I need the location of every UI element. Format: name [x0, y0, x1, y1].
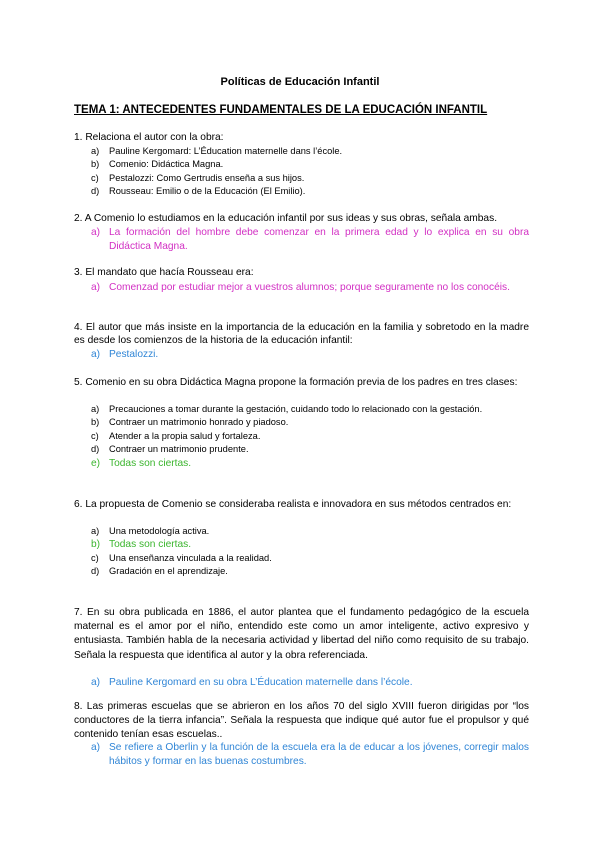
option-text: Pestalozzi.: [109, 349, 159, 360]
option-letter: b): [91, 539, 101, 551]
option-letter: d): [91, 444, 100, 455]
option-letter: c): [91, 552, 99, 563]
question-8: 8. Las primeras escuelas que se abrieron en los años 70 del siglo XVIII fueron dirigidas por “los conductores de la tierra infancia”. Señala la respuesta que indique qué autor fue el propulsor y qué contenido tenían esas escuelas..: [74, 701, 529, 741]
option-5e: [74, 457, 529, 470]
option-6c: [74, 552, 529, 565]
option-6d: [74, 565, 529, 578]
option-5c: [74, 430, 529, 443]
option-4a: [74, 348, 529, 362]
option-8a: [74, 741, 529, 769]
option-letter: d): [91, 566, 100, 577]
option-text: Pauline Kergomard en su obra L’Éducation maternelle dans l’école.: [109, 677, 413, 688]
option-letter: c): [91, 430, 99, 441]
option-6a: [74, 525, 529, 538]
option-text: Atender a la propia salud y fortaleza.: [109, 430, 261, 441]
option-text: Una metodología activa.: [109, 526, 210, 536]
option-text: Precauciones a tomar durante la gestación, cuidando todo lo relacionado con la gestación.: [109, 404, 483, 414]
question-1: 1. Relaciona el autor con la obra:: [74, 132, 224, 143]
question-6: 6. La propuesta de Comenio se consideraba realista e innovadora en sus métodos centrados en:: [74, 499, 512, 510]
option-letter: a): [91, 742, 101, 753]
option-letter: a): [91, 404, 100, 414]
option-text: Pauline Kergomard: L’Éducation maternelle dans l’école.: [109, 146, 343, 156]
question-3-options: [74, 281, 529, 295]
option-text: Se refiere a Oberlin y la función de la escuela era la de educar a los jóvenes, corregir malos hábitos y formar en las buenas costumbres.: [109, 742, 529, 767]
option-1d: [74, 185, 529, 198]
option-text: Rousseau: Emilio o de la Educación (El Emilio).: [109, 186, 306, 197]
option-text: Todas son ciertas.: [109, 457, 192, 469]
option-text: Comenio: Didáctica Magna.: [109, 159, 224, 170]
question-5: 5. Comenio en su obra Didáctica Magna propone la formación previa de los padres en tres clases:: [74, 377, 518, 388]
option-text: La formación del hombre debe comenzar en la primera edad y lo explica en su obra Didáctica Magna.: [109, 227, 529, 252]
option-text: Pestalozzi: Como Gertrudis enseña a sus hijos.: [109, 172, 305, 183]
option-letter: a): [91, 227, 101, 238]
option-5a: [74, 403, 529, 416]
question-7-options: [74, 676, 529, 690]
option-7a: [74, 676, 529, 690]
option-text: Contraer un matrimonio prudente.: [109, 444, 249, 455]
option-text: Contraer un matrimonio honrado y piadoso.: [109, 417, 289, 428]
option-1a: [74, 145, 529, 158]
question-4: 4. El autor que más insiste en la importancia de la educación en la familia y sobretodo en la madre es desde los comienzos de la historia de la educación infantil:: [74, 322, 529, 347]
option-letter: c): [91, 172, 99, 183]
option-letter: a): [91, 349, 101, 360]
option-text: Gradación en el aprendizaje.: [109, 566, 228, 577]
question-2-options: [74, 226, 529, 254]
question-6-options: [74, 525, 529, 579]
question-1-options: [74, 145, 529, 199]
option-6b: [74, 538, 529, 551]
option-text: Comenzad por estudiar mejor a vuestros alumnos; porque seguramente no los conocéis.: [109, 282, 510, 293]
topic-heading: TEMA 1: ANTECEDENTES FUNDAMENTALES DE LA EDUCACIÓN INFANTIL: [74, 104, 488, 116]
option-letter: e): [91, 457, 101, 469]
option-letter: d): [91, 186, 100, 197]
option-letter: a): [91, 282, 101, 293]
option-1c: [74, 172, 529, 185]
option-letter: a): [91, 146, 100, 156]
option-text: Una enseñanza vinculada a la realidad.: [109, 552, 272, 563]
option-text: Todas son ciertas.: [109, 539, 192, 551]
question-2: 2. A Comenio lo estudiamos en la educación infantil por sus ideas y sus obras, señala ambas.: [74, 213, 498, 224]
document-title: Políticas de Educación Infantil: [220, 76, 380, 88]
question-8-options: [74, 741, 529, 769]
option-letter: a): [91, 677, 101, 688]
option-5b: [74, 416, 529, 429]
option-2a: [74, 226, 529, 254]
question-4-options: [74, 348, 529, 362]
option-letter: b): [91, 417, 100, 428]
question-7: 7. En su obra publicada en 1886, el autor plantea que el fundamento pedagógico de la escuela maternal es el amor por el niño, entendido este como un amor inteligente, activo expresivo y entusiasta. También habla de la necesaria actividad y libertad del niño como requisito de su trabajo. Señala la respuesta que identifica al autor y la obra referenciada.: [74, 607, 529, 661]
option-letter: a): [91, 526, 100, 536]
option-5d: [74, 443, 529, 456]
question-3: 3. El mandato que hacía Rousseau era:: [74, 267, 254, 278]
option-1b: [74, 158, 529, 171]
option-letter: b): [91, 159, 100, 170]
option-3a: [74, 281, 529, 295]
question-5-options: [74, 403, 529, 470]
